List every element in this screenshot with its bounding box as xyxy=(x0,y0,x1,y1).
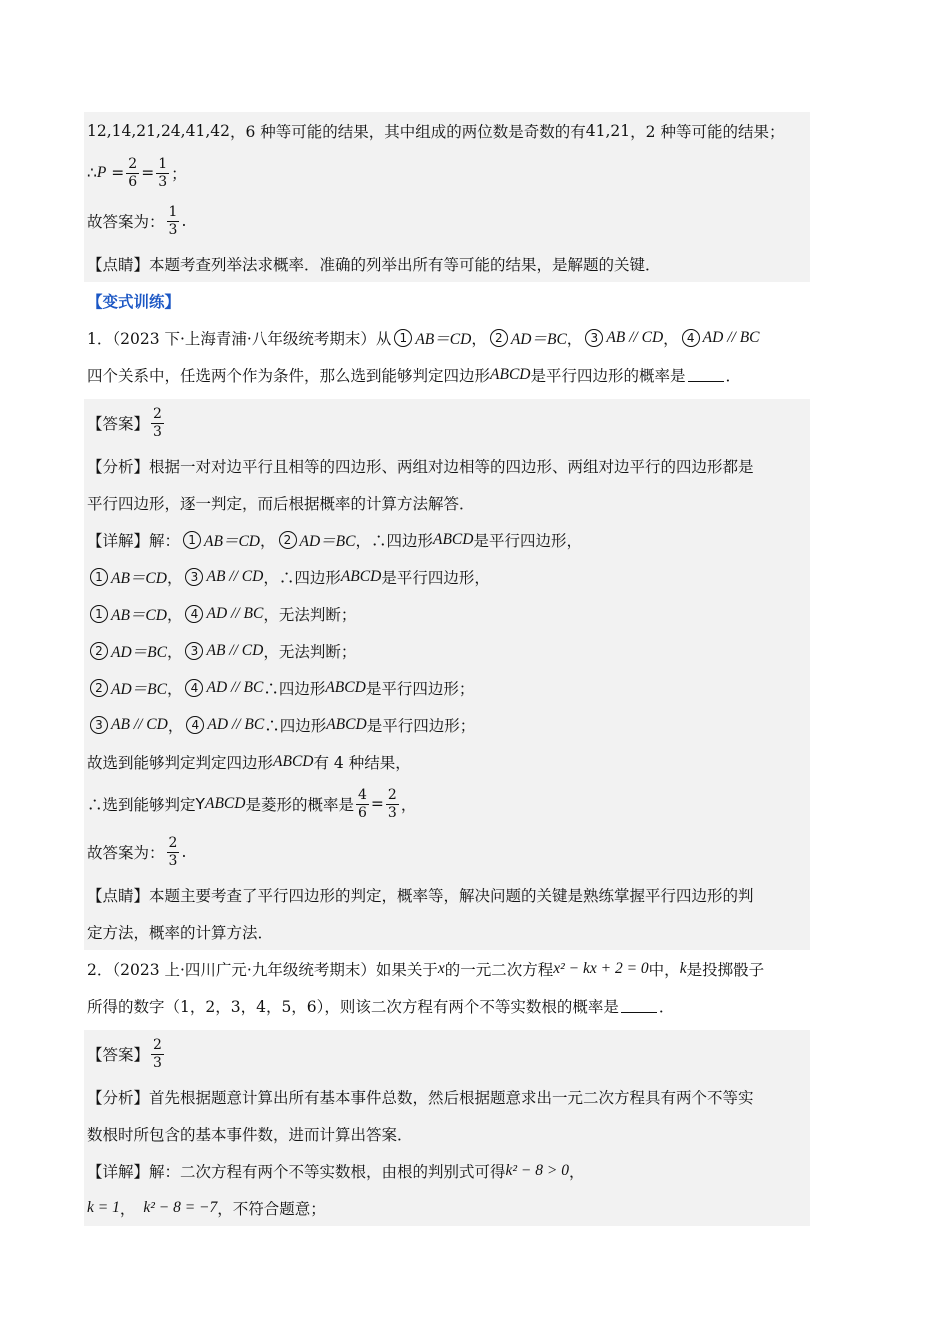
text: . xyxy=(181,843,187,861)
text: ABCD xyxy=(204,795,246,812)
detail-line xyxy=(84,1152,810,1189)
section-heading xyxy=(84,282,810,319)
text: ，无法判断； xyxy=(263,605,357,624)
text: ∴四边形 xyxy=(263,679,326,698)
tip-line xyxy=(84,876,810,913)
text: 有 4 种结果， xyxy=(313,753,411,772)
circled-number-1: 1 xyxy=(394,329,412,347)
answer-line xyxy=(84,197,810,245)
text: 【详解】解：二次方程有两个不等实数根，由根的判别式可得 xyxy=(87,1162,506,1181)
text: AD＝BC xyxy=(111,680,167,698)
text: ，2 种等可能的结果； xyxy=(630,122,785,141)
text: 定方法，概率的计算方法． xyxy=(87,923,274,942)
question-1-stem-line2 xyxy=(84,356,810,393)
fraction xyxy=(167,204,180,239)
text: ． xyxy=(658,997,675,1016)
solution-block-continued xyxy=(84,112,810,282)
text: AB // CD xyxy=(111,715,168,733)
text: 的一元二次方程 xyxy=(444,960,554,979)
text: 是平行四边形； xyxy=(365,679,475,698)
text: AD // BC xyxy=(206,678,264,696)
text: ABCD xyxy=(490,365,531,383)
question-1-solution xyxy=(84,399,810,950)
text: 是平行四边形的概率是 xyxy=(530,366,686,385)
text: 2．（2023 上·四川广元·九年级统考期末）如果关于 xyxy=(87,960,438,979)
text: 是菱形的概率是 xyxy=(245,796,354,814)
question-2-stem-line2 xyxy=(84,987,810,1024)
text: AB // CD xyxy=(606,328,664,346)
text: 2 xyxy=(128,155,138,172)
text: 2 xyxy=(153,405,162,422)
text: 【详解】解： xyxy=(87,531,181,550)
text: ∴ xyxy=(87,164,97,182)
text: ∴四边形 xyxy=(264,716,327,735)
text: 41,21 xyxy=(585,121,631,140)
text: 平行四边形，逐一判定，而后根据概率的计算方法解答． xyxy=(87,494,475,513)
text: AD // BC xyxy=(207,715,265,733)
text: 6 xyxy=(128,173,138,190)
answer-blank xyxy=(621,998,657,1013)
text: ，不符合题意； xyxy=(217,1199,326,1218)
detail-line xyxy=(84,706,810,743)
text: AB＝CD xyxy=(111,606,167,624)
text: ， xyxy=(566,329,583,348)
text: 4 xyxy=(185,679,203,697)
detail-line xyxy=(84,521,810,558)
detail-line xyxy=(84,595,810,632)
text: 数根时所包含的基本事件数，进而计算出答案． xyxy=(87,1125,413,1144)
text: ，无法判断； xyxy=(263,642,357,661)
text: 【分析】根据一对对边平行且相等的四边形、两组对边相等的四边形、两组对边平行的四边形都是 xyxy=(87,457,754,476)
text: AB＝CD xyxy=(204,532,260,550)
text: ， xyxy=(166,605,183,624)
circled-number-3: 3 xyxy=(585,329,603,347)
text: 3 xyxy=(168,852,178,869)
text: ABCD xyxy=(340,567,382,585)
text: 2 xyxy=(387,786,397,803)
detail-line xyxy=(84,669,810,706)
text: 1 xyxy=(168,203,178,220)
text: k² − 8 = −7 xyxy=(143,1198,218,1216)
text: ABCD xyxy=(326,715,367,733)
text: 2 xyxy=(90,642,108,660)
text: 3 xyxy=(90,716,108,734)
text: AD // BC xyxy=(702,328,760,346)
text: ， xyxy=(166,679,183,698)
text: 3 xyxy=(185,568,203,586)
answer-line xyxy=(84,399,810,447)
circled-number-2: 2 xyxy=(490,329,508,347)
text: 四个关系中，任选两个作为条件，那么选到能够判定四边形 xyxy=(87,366,491,385)
text: 【答案】 xyxy=(87,1046,150,1064)
text: 3 xyxy=(387,804,397,821)
text: 【变式训练】 xyxy=(87,292,181,311)
text: 故答案为： xyxy=(87,213,165,231)
text: 2 xyxy=(153,1036,162,1053)
text: 3 xyxy=(153,1054,162,1071)
document-page xyxy=(84,112,810,1226)
text: AB // CD xyxy=(206,641,264,659)
probability-line: ∴ P = $\frac{2}{6}$ = $\frac{1}{3}$ ； xyxy=(87,155,187,190)
text: AD＝BC xyxy=(510,330,567,348)
text: ； xyxy=(171,165,187,183)
text: 【点睛】本题主要考查了平行四边形的判定，概率等，解决问题的关键是熟练掌握平行四边形的判 xyxy=(87,886,754,905)
text: 1 xyxy=(183,531,201,549)
text: 1 xyxy=(158,155,168,172)
text: AB＝CD xyxy=(415,330,472,348)
tip-line xyxy=(84,913,810,950)
text: AD // BC xyxy=(206,604,264,622)
text: ABCD xyxy=(325,678,366,696)
circled-number-4: 4 xyxy=(682,329,700,347)
text: P xyxy=(96,164,107,181)
text: 【点睛】本题考查列举法求概率．准确的列举出所有等可能的结果，是解题的关键． xyxy=(87,255,661,274)
analysis-line xyxy=(84,1078,810,1115)
text: ，6 种等可能的结果，其中组成的两位数是奇数的有 xyxy=(229,122,586,141)
text: 【分析】首先根据题意计算出所有基本事件总数，然后根据题意求出一元二次方程具有两个不等实 xyxy=(87,1088,754,1107)
enumeration-line xyxy=(84,112,810,149)
text: 4 xyxy=(186,716,204,734)
fraction xyxy=(156,156,169,191)
text: ，∴四边形 xyxy=(355,531,433,550)
text: ． xyxy=(725,366,742,385)
analysis-line xyxy=(84,1115,810,1152)
text: 3 xyxy=(185,642,203,660)
text: 3 xyxy=(158,173,168,190)
text: x xyxy=(437,959,445,977)
text: AD＝BC xyxy=(299,532,356,550)
text: 3 xyxy=(153,423,162,440)
text: ， xyxy=(568,1162,585,1181)
analysis-line xyxy=(84,447,810,484)
probability-line: ∴选到能够判定 Y ABCD 是菱形的概率是 $\frac{4}{6}$ = $\frac{2}{3}$ ， xyxy=(87,786,417,821)
text: k xyxy=(679,959,687,977)
text: ，∴四边形 xyxy=(263,568,341,587)
text: 2 xyxy=(90,679,108,697)
detail-line xyxy=(84,632,810,669)
final-answer-line xyxy=(84,828,810,876)
text: 1 xyxy=(90,568,108,586)
count-line xyxy=(84,743,810,780)
equation: x² − kx + 2 = 0 xyxy=(553,959,649,977)
detail-line xyxy=(84,558,810,595)
text: 故选到能够判定判定四边形 xyxy=(87,753,274,772)
text: 4 xyxy=(185,605,203,623)
text: k² − 8 > 0 xyxy=(505,1161,569,1179)
text: 是投掷骰子 xyxy=(686,960,765,979)
text: ABCD xyxy=(432,530,474,548)
fraction xyxy=(151,406,164,441)
text: 是平行四边形， xyxy=(473,531,582,550)
text: ， xyxy=(167,716,184,735)
question-2-solution xyxy=(84,1030,810,1226)
parallelogram-symbol: Y xyxy=(195,795,205,813)
text: ， xyxy=(400,796,417,814)
text: 中， xyxy=(648,960,680,979)
text: 【答案】 xyxy=(87,415,150,433)
text: 故答案为： xyxy=(87,844,165,862)
text: 是平行四边形， xyxy=(381,568,490,587)
text: ， xyxy=(166,642,183,661)
text: AD＝BC xyxy=(111,643,167,661)
text: 2 xyxy=(279,531,297,549)
text: ， xyxy=(259,531,276,550)
answer-blank xyxy=(688,367,724,382)
text: 2 xyxy=(168,834,178,851)
text: AB＝CD xyxy=(111,569,167,587)
text: 是平行四边形； xyxy=(366,716,476,735)
text: ， xyxy=(166,568,183,587)
answer-line xyxy=(84,1030,810,1078)
text: 所得的数字（1，2，3，4，5，6），则该二次方程有两个不等实数根的概率是 xyxy=(87,997,619,1016)
text: . xyxy=(181,212,187,230)
question-1-stem xyxy=(84,319,810,356)
text: 6 xyxy=(357,804,367,821)
text: ， xyxy=(471,329,487,348)
text: 12,14,21,24,41,42 xyxy=(87,121,230,140)
detail-line: k = 1 ， k² − 8 = −7 ，不符合题意； xyxy=(87,1198,326,1218)
text: AB // CD xyxy=(206,567,264,585)
text: 3 xyxy=(168,221,178,238)
text: ， xyxy=(663,329,679,348)
text: k = 1 xyxy=(87,1198,120,1216)
analysis-line xyxy=(84,484,810,521)
text: ∴选到能够判定 xyxy=(87,796,196,814)
text: 4 xyxy=(357,786,367,803)
text: 1 xyxy=(90,605,108,623)
fraction xyxy=(126,156,139,191)
question-2-stem xyxy=(84,950,810,987)
text: ABCD xyxy=(273,752,314,770)
text: 1．（2023 下·上海青浦·八年级统考期末）从 xyxy=(87,329,392,348)
tip-line xyxy=(84,245,810,282)
